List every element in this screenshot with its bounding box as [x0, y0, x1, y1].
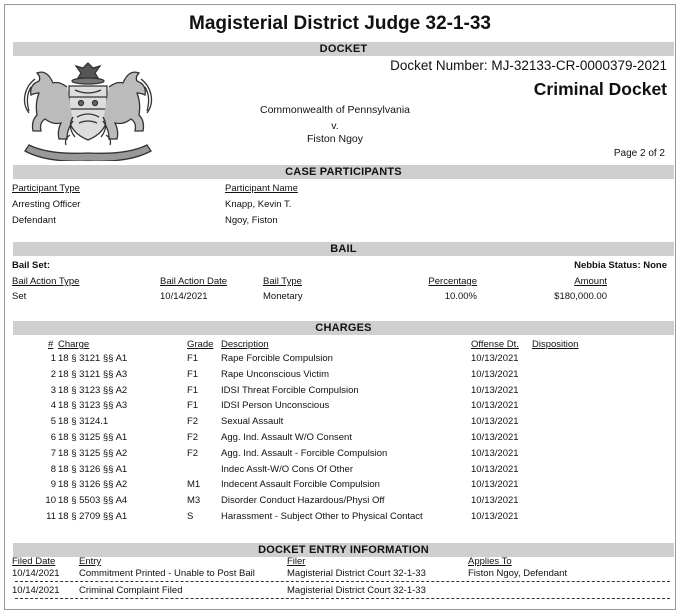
charge-grade-cell: S — [187, 511, 194, 522]
charge-offense-date-cell: 10/13/2021 — [471, 416, 519, 428]
charge-offense-date-cell: 10/13/2021 — [471, 479, 519, 491]
charge-grade-cell: F2 — [187, 432, 199, 443]
entry-filed-date-cell: 10/14/2021 — [12, 585, 60, 596]
docket-page — [4, 4, 676, 610]
charge-num-cell: 3 — [50, 384, 56, 396]
charge-statute-cell: 18 § 3123 §§ A2 — [58, 384, 128, 396]
charge-offense-date-cell: 10/13/2021 — [471, 432, 519, 443]
charge-offense-date-cell: 10/13/2021 — [471, 495, 519, 507]
caption-defendant: Fiston Ngoy — [306, 133, 364, 145]
charge-statute-cell: 18 § 3121 §§ A3 — [58, 368, 128, 380]
charge-num-cell: 7 — [50, 447, 56, 459]
charge-statute-cell: 18 § 2709 §§ A1 — [58, 511, 128, 522]
charge-offense-date-cell: 10/13/2021 — [471, 368, 519, 380]
charge-header: Charge — [58, 339, 90, 350]
charges-header: CHARGES — [13, 321, 674, 335]
entry-filed-date-cell: 10/14/2021 — [12, 568, 60, 579]
applies-to-header: Applies To — [468, 556, 512, 567]
bail-percentage-cell: 10.00% — [444, 291, 477, 302]
bail-set-label: Bail Set: — [12, 260, 51, 271]
case-participants-header: CASE PARTICIPANTS — [13, 165, 674, 179]
bail-action-date-cell: 10/14/2021 — [160, 291, 208, 302]
charge-num-cell: 11 — [46, 511, 56, 522]
participant-name-cell: Knapp, Kevin T. — [225, 199, 292, 210]
charge-grade-cell: F1 — [187, 353, 199, 364]
charge-num-cell: 2 — [50, 368, 56, 380]
bail-type-cell: Monetary — [263, 291, 303, 302]
charge-offense-date-cell: 10/13/2021 — [471, 463, 519, 475]
entry-description-cell: Criminal Complaint Filed — [79, 585, 183, 596]
nebbia-status: Nebbia Status: None — [574, 260, 667, 271]
charge-description-cell: Agg. Ind. Assault W/O Consent — [221, 432, 352, 443]
charge-description-cell: Harassment - Subject Other to Physical Contact — [221, 511, 423, 522]
bail-action-date-header: Bail Action Date — [160, 276, 228, 287]
charge-grade-cell: M3 — [187, 495, 201, 507]
description-header: Description — [221, 339, 269, 350]
bail-type-header: Bail Type — [263, 276, 302, 287]
charge-grade-cell: F1 — [187, 400, 199, 412]
pennsylvania-seal-icon — [15, 57, 161, 161]
entry-filer-cell: Magisterial District Court 32-1-33 — [287, 585, 426, 596]
charge-num-cell: 8 — [50, 463, 56, 475]
row-divider — [15, 598, 670, 599]
participant-type-cell: Defendant — [12, 215, 56, 226]
page-number: Page 2 of 2 — [613, 148, 665, 159]
court-title: Magisterial District Judge 32-1-33 — [189, 13, 491, 34]
entry-header: Entry — [79, 556, 102, 567]
docket-type-title: Criminal Docket — [533, 79, 667, 99]
disposition-header: Disposition — [532, 339, 579, 350]
entry-filer-cell: Magisterial District Court 32-1-33 — [287, 568, 426, 579]
docket-section-header: DOCKET — [13, 42, 674, 56]
docket-number: Docket Number: MJ-32133-CR-0000379-2021 — [390, 58, 667, 73]
charge-offense-date-cell: 10/13/2021 — [471, 447, 519, 459]
charge-statute-cell: 18 § 5503 §§ A4 — [58, 495, 128, 507]
bail-percentage-header: Percentage — [428, 276, 477, 287]
charge-statute-cell: 18 § 3126 §§ A1 — [58, 463, 128, 475]
charge-grade-cell: F2 — [187, 416, 199, 428]
bail-amount-cell: $180,000.00 — [554, 291, 607, 302]
grade-header: Grade — [187, 339, 214, 350]
charge-statute-cell: 18 § 3124.1 — [58, 416, 109, 428]
charge-description-cell: Sexual Assault — [221, 416, 284, 428]
caption-plaintiff: Commonwealth of Pennsylvania — [260, 104, 410, 116]
charge-offense-date-cell: 10/13/2021 — [471, 384, 519, 396]
charge-offense-date-cell: 10/13/2021 — [471, 353, 519, 364]
charge-grade-cell: F2 — [187, 447, 199, 459]
charge-statute-cell: 18 § 3125 §§ A1 — [58, 432, 128, 443]
entry-description-cell: Commitment Printed - Unable to Post Bail — [79, 568, 255, 579]
charge-num-cell: 1 — [50, 353, 56, 364]
participant-name-cell: Ngoy, Fiston — [225, 215, 278, 226]
charge-description-cell: Agg. Ind. Assault - Forcible Compulsion — [221, 447, 388, 459]
charge-offense-date-cell: 10/13/2021 — [471, 400, 519, 412]
charge-grade-cell: F1 — [187, 384, 199, 396]
charge-description-cell: Indecent Assault Forcible Compulsion — [221, 479, 380, 491]
participant-type-header: Participant Type — [12, 183, 80, 194]
charge-description-cell: Disorder Conduct Hazardous/Physi Off — [221, 495, 385, 507]
participant-name-header: Participant Name — [225, 183, 298, 194]
charge-num-cell: 5 — [50, 416, 56, 428]
bail-action-type-header: Bail Action Type — [12, 276, 80, 287]
bail-header: BAIL — [13, 242, 674, 256]
caption-versus: v. — [331, 120, 339, 132]
charge-num-cell: 10 — [45, 495, 56, 507]
bail-amount-header: Amount — [574, 276, 607, 287]
filed-date-header: Filed Date — [12, 556, 56, 567]
charge-description-cell: IDSI Person Unconscious — [221, 400, 330, 412]
filer-header: Filer — [287, 556, 306, 567]
charge-description-cell: Rape Unconscious Victim — [221, 368, 330, 380]
entry-applies-to-cell: Fiston Ngoy, Defendant — [468, 568, 568, 579]
participant-type-cell: Arresting Officer — [12, 199, 81, 210]
charge-description-cell: IDSI Threat Forcible Compulsion — [221, 384, 359, 396]
charge-grade-cell: M1 — [187, 479, 201, 491]
docket-entry-header: DOCKET ENTRY INFORMATION — [13, 543, 674, 557]
charge-statute-cell: 18 § 3125 §§ A2 — [58, 447, 128, 459]
charge-description-cell: Rape Forcible Compulsion — [221, 353, 333, 364]
row-divider — [15, 581, 670, 582]
charge-statute-cell: 18 § 3121 §§ A1 — [58, 353, 128, 364]
charge-description-cell: Indec Asslt-W/O Cons Of Other — [221, 463, 353, 475]
charge-offense-date-cell: 10/13/2021 — [471, 511, 519, 522]
charge-num-cell: 9 — [50, 479, 56, 491]
charge-num-cell: 4 — [50, 400, 56, 412]
charge-statute-cell: 18 § 3123 §§ A3 — [58, 400, 128, 412]
bail-action-type-cell: Set — [12, 291, 27, 302]
charge-grade-cell: F1 — [187, 368, 199, 380]
offense-date-header: Offense Dt. — [471, 339, 519, 350]
charge-num-cell: 6 — [50, 432, 56, 443]
charge-statute-cell: 18 § 3126 §§ A2 — [58, 479, 128, 491]
charge-num-header: # — [48, 339, 54, 350]
